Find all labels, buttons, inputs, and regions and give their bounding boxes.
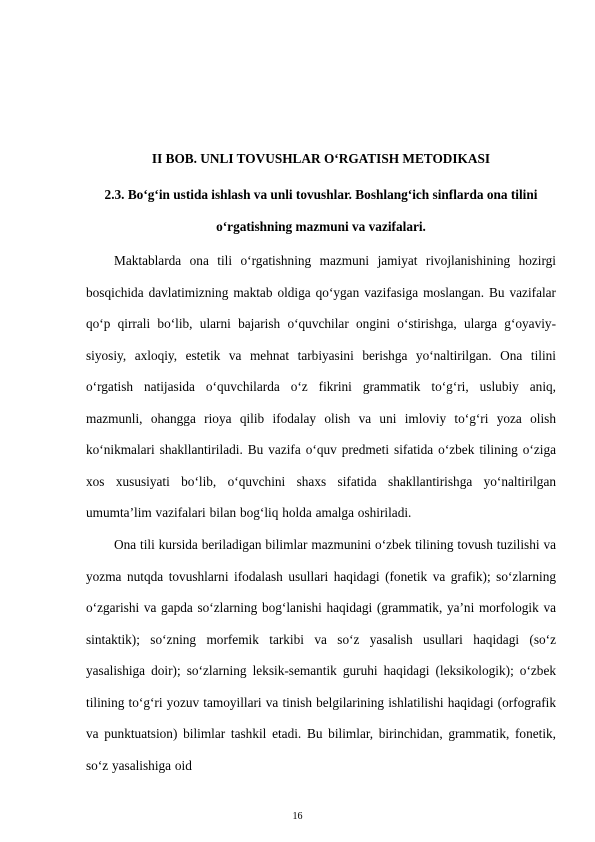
body-paragraph: Maktablarda ona tili o‘rgatishning mazmuni jamiyat rivojlanishining hozirgi bosqichida davlatimizning maktab oldiga qo‘ygan vazifasiga moslangan. Bu vazifalar qo‘p qirrali bo‘lib, ularni bajarish o‘quvchilar ongini o‘stirishga, ularga g‘oyaviy-siyosiy, axloqiy, estetik va mehnat tarbiyasini berishga yo‘naltirilgan. Ona tilini o‘rgatish natijasida o‘quvchilarda o‘z fikrini grammatik to‘g‘ri, uslubiy aniq, mazmunli, ohangga rioya qilib ifodalay olish va uni imloviy to‘g‘ri yoza olish ko‘nikmalari shakllantiriladi. Bu vazifa o‘quv predmeti sifatida o‘zbek tilining o‘ziga xos xususiyati bo‘lib, o‘quvchini shaxs sifatida shakllantirishga yo‘naltirilgan umumta’lim vazifalari bilan bog‘liq holda amalga oshiriladi.: [86, 253, 556, 520]
section-title-line-2: o‘rgatishning mazmuni va vazifalari.: [216, 219, 426, 234]
body-paragraph: Ona tili kursida beriladigan bilimlar mazmunini o‘zbek tilining tovush tuzilishi va yozma nutqda tovushlarni ifodalash usullari haqidagi (fonetik va grafik); so‘zlarning o‘zgarishi va gapda so‘zlarning bog‘lanishi haqidagi (grammatik, ya’ni morfologik va sintaktik); so‘zning morfemik tarkibi va so‘z yasalish usullari haqidagi (so‘z yasalishiga doir); so‘zlarning leksik-semantik guruhi haqidagi (leksikologik); o‘zbek tilining to‘g‘ri yozuv tamoyillari va tinish belgilarining ishlatilishi haqidagi (orfografik va punktuatsion) bilimlar tashkil etadi. Bu bilimlar, birinchidan, grammatik, fonetik, so‘z yasalishiga oid: [86, 537, 556, 773]
chapter-title: II BOB. UNLI TOVUSHLAR O‘RGATISH METODIKASI: [151, 151, 491, 166]
page-number: 16: [292, 811, 303, 822]
section-title-line-1: 2.3. Bo‘g‘in ustida ishlash va unli tovushlar. Boshlang‘ich sinflarda ona tilini: [104, 187, 538, 202]
